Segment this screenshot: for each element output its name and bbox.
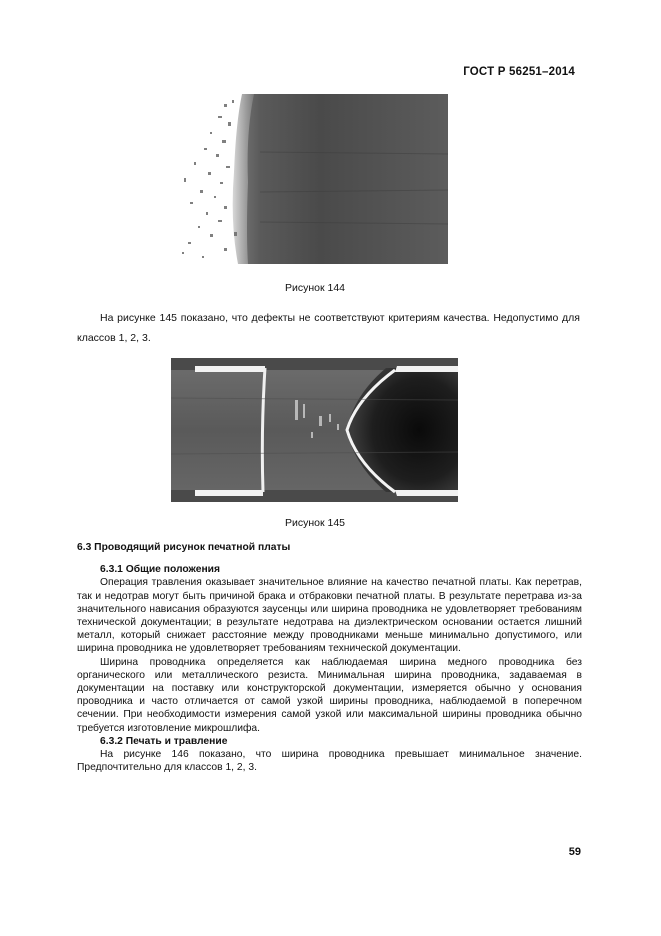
paragraph-6-3-2-1: На рисунке 146 показано, что ширина проводника превышает минимальное значение. Предпочтительно для классов 1, 2, 3. <box>77 749 582 774</box>
standard-id-header: ГОСТ Р 56251–2014 <box>463 66 575 78</box>
subsection-heading-6-3-2: 6.3.2 Печать и травление <box>100 735 228 747</box>
figure-145-caption: Рисунок 145 <box>284 517 346 529</box>
paragraph-6-3-1-2: Ширина проводника определяется как наблюдаемая ширина медного проводника без органического или металлического резиста. Минимальная ширина проводника, задаваемая в документации на поставку или конструкторской документации, измеряется обычно у основания проводника и часто отличается от самой узкой ширины проводника, наблюдаемой в поперечном сечении. При необходимости измерения самой узкой или максимальной ширины проводника обычно требуется изготовление микрошлифа. <box>77 656 582 734</box>
paragraph-6-3-1-1: Операция травления оказывает значительное влияние на качество печатной платы. Как перетрав, так и недотрав могут быть причиной брака и отбраковки печатной платы. В результате перетрава из-за значительного нависания образуются заусенцы или ширина проводника не удовлетворяет требованиям технической документации; в результате недотрава на диэлектрическом основании остается лишний металл, который снижает расстояние между проводниками меньше минимально допустимого, или ширина проводника не удовлетворяет требованиям технической документации. <box>77 577 582 655</box>
intro-paragraph: На рисунке 145 показано, что дефекты не соответствуют критериям качества. Недопустимо для классов 1, 2, 3. <box>77 312 580 344</box>
figure-144-image <box>180 92 448 264</box>
figure-144-caption: Рисунок 144 <box>284 282 346 294</box>
section-6-3 <box>77 541 582 774</box>
figure-145-image <box>171 358 458 502</box>
section-heading-6-3: 6.3 Проводящий рисунок печатной платы <box>77 542 291 553</box>
page-number: 59 <box>568 846 581 858</box>
subsection-heading-6-3-1: 6.3.1 Общие положения <box>100 564 220 576</box>
